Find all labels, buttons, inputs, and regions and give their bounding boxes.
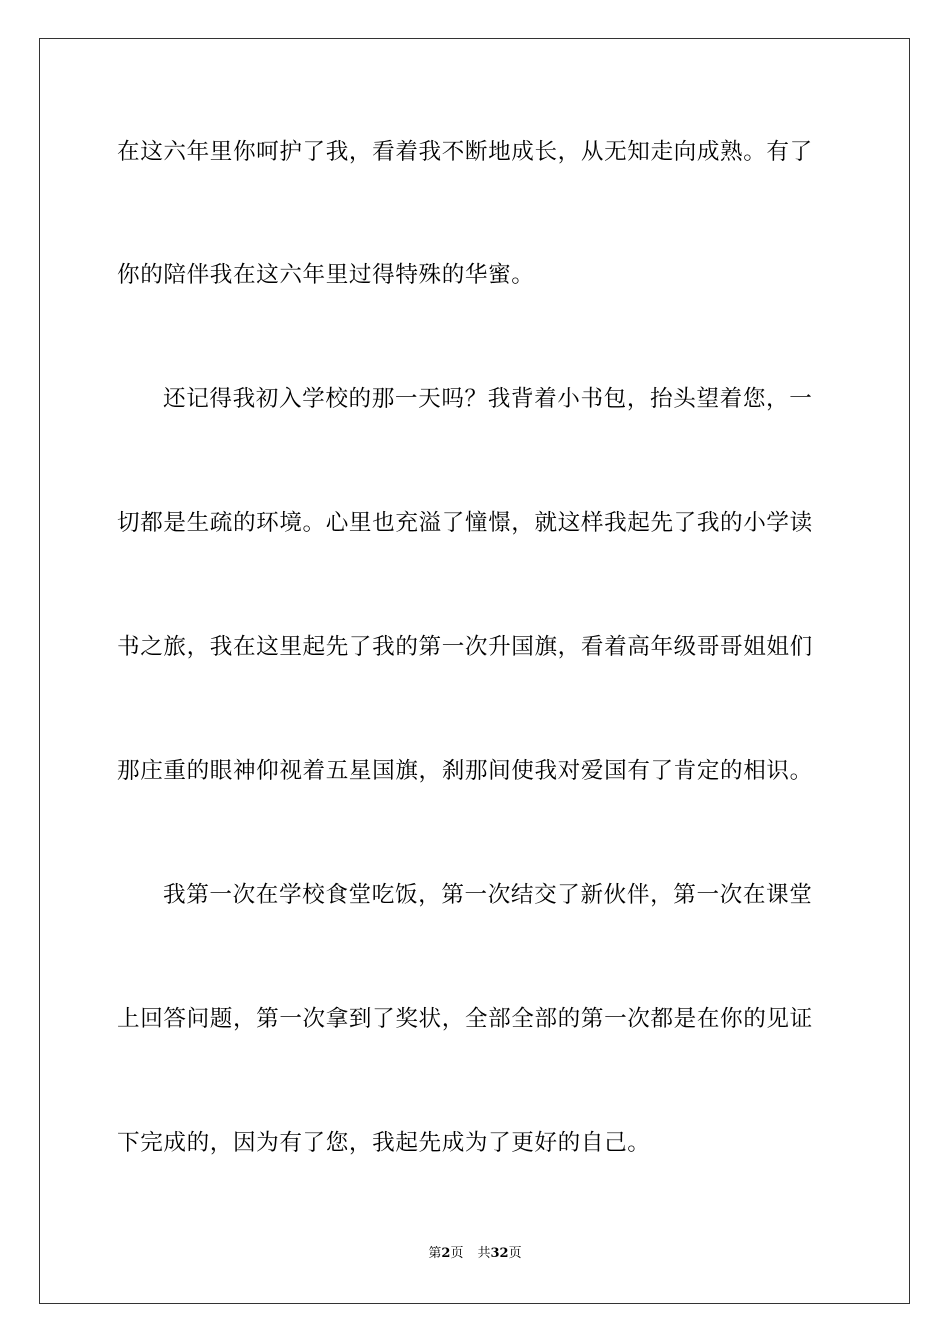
paragraph-3-line-2: 上回答问题，第一次拿到了奖状，全部全部的第一次都是在你的见证: [117, 1006, 813, 1032]
page-footer: [0, 1246, 950, 1262]
paragraph-2-line-2: 切都是生疏的环境。心里也充溢了憧憬，就这样我起先了我的小学读: [117, 510, 813, 536]
footer-page-suffix: 页: [450, 1246, 464, 1261]
paragraph-3-line-3: 下完成的，因为有了您，我起先成为了更好的自己。: [117, 1130, 651, 1156]
paragraph-2-line-1: 还记得我初入学校的那一天吗？我背着小书包，抬头望着您，一: [163, 386, 813, 412]
paragraph-2-line-3: 书之旅，我在这里起先了我的第一次升国旗，看着高年级哥哥姐姐们: [117, 634, 813, 660]
footer-total-pages: 32: [490, 1246, 509, 1261]
page-border: [39, 38, 910, 1304]
paragraph-3-line-1: 我第一次在学校食堂吃饭，第一次结交了新伙伴，第一次在课堂: [163, 882, 813, 908]
footer-total-prefix: 共: [477, 1246, 491, 1261]
footer-total-suffix: 页: [508, 1246, 522, 1261]
footer-page-prefix: 第: [428, 1246, 442, 1261]
paragraph-1-line-1: 在这六年里你呵护了我，看着我不断地成长，从无知走向成熟。有了: [117, 139, 813, 165]
paragraph-1-line-2: 你的陪伴我在这六年里过得特殊的华蜜。: [117, 262, 535, 288]
paragraph-2-line-4: 那庄重的眼神仰视着五星国旗，刹那间使我对爱国有了肯定的相识。: [117, 758, 813, 784]
footer-page-number: 2: [441, 1246, 451, 1261]
